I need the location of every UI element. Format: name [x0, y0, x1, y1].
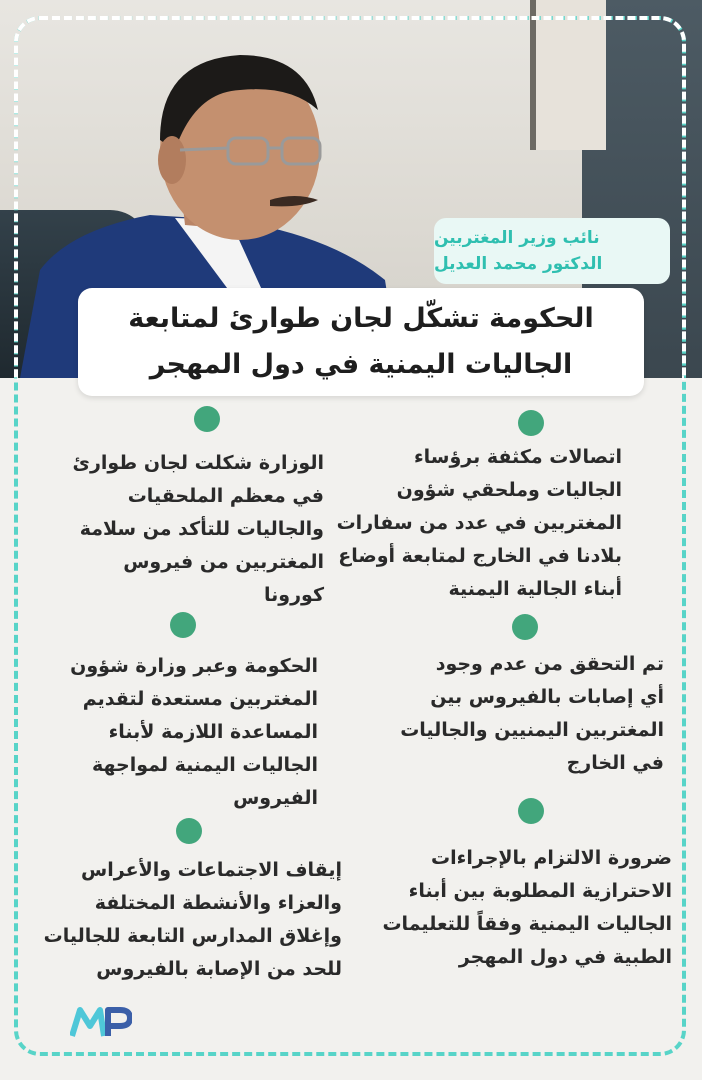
list-item: ضرورة الالتزام بالإجراءات الاحترازية المطلوبة بين أبناء الجاليات اليمنية وفقاً للتعليمات الطبية في دول المهجر [382, 847, 672, 968]
headline-line-2: الجاليات اليمنية في دول المهجر [149, 349, 573, 380]
headline-box [78, 288, 644, 396]
caption-title: نائب وزير المغتربين [434, 228, 600, 248]
list-item: تم التحقق من عدم وجود أي إصابات بالفيروس بين المغتربين اليمنيين والجاليات في الخارج [400, 653, 664, 774]
bullet-dot [176, 818, 202, 844]
headline-line-1: الحكومة تشكّل لجان طوارئ لمتابعة [128, 303, 594, 334]
bullet-dot [170, 612, 196, 638]
bullet-dot [194, 406, 220, 432]
caption-name: الدكتور محمد العديل [434, 254, 603, 274]
list-item: الحكومة وعبر وزارة شؤون المغتربين مستعدة لتقديم المساعدة اللازمة لأبناء الجاليات اليمنية لمواجهة الفيروس [70, 655, 318, 809]
list-item: اتصالات مكثفة برؤساء الجاليات وملحقي شؤون المغتربين في عدد من سفارات بلادنا في الخارج لمتابعة أوضاع أبناء الجالية اليمنية [336, 446, 622, 600]
caption-box [434, 218, 670, 284]
bullet-dot [518, 798, 544, 824]
list-item: إيقاف الاجتماعات والأعراس والعزاء والأنشطة المختلفة وإغلاق المدارس التابعة للجاليات للحد من الإصابة بالفيروس [43, 859, 342, 980]
bullet-dot [512, 614, 538, 640]
list-item: الوزارة شكلت لجان طوارئ في معظم الملحقيات والجاليات للتأكد من سلامة المغتربين من فيروس كورونا [72, 452, 324, 606]
mp-logo [70, 1004, 132, 1040]
bullet-dot [518, 410, 544, 436]
